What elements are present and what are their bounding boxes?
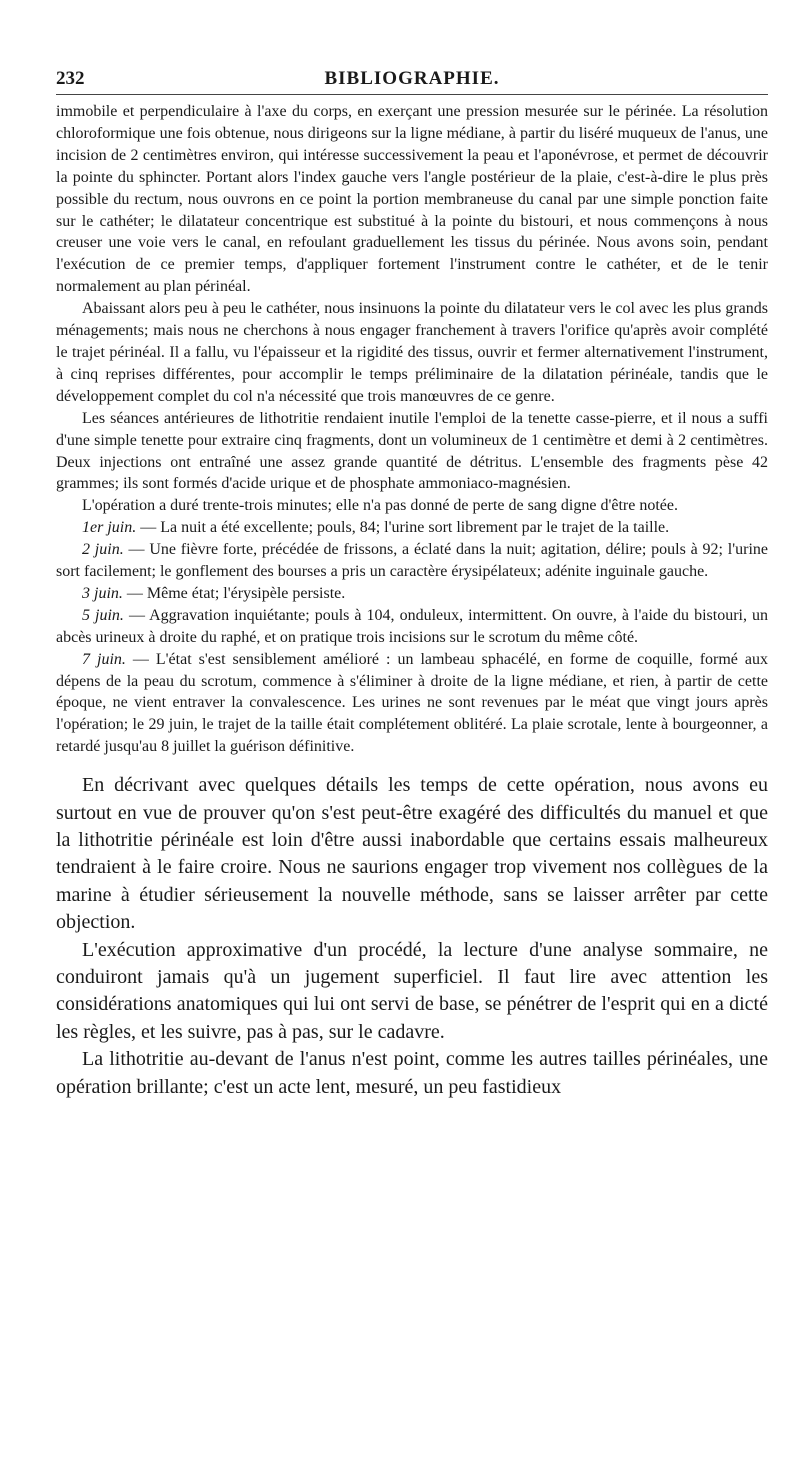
entry-text: — L'état s'est sensiblement amélioré : un lambeau sphacélé, en forme de coquille, formé aux dépens de la peau du scrotum, commence à s'éliminer à droite de la ligne médiane, et rien, à partir de cette époque, ne vient entraver la convalescence. Les urines ne sont revenues par le méat que vingt jours après l'opération; le 29 juin, le trajet de la taille était complétement oblitéré. La plaie scrotale, lente à bourgeonner, a retardé jusqu'au 8 juillet la guérison définitive. xyxy=(56,650,768,756)
page-header xyxy=(56,68,768,95)
running-title: BIBLIOGRAPHIE. xyxy=(324,68,500,89)
body-paragraph: Abaissant alors peu à peu le cathéter, nous insinuons la pointe du dilatateur vers le col avec les plus grands ménagements; mais nous ne cherchons à nous engager franchement à travers l'orifice qu'après avoir complété le trajet périnéal. Il a fallu, vu l'épaisseur et la rigidité des tissus, ouvrir et fermer alternativement l'instrument, à cinq reprises différentes, pour accomplir le temps préliminaire de la dilatation périnéale, tandis que le développement complet du col n'a nécessité que trois manœuvres de ce genre. xyxy=(56,300,768,405)
case-report-section xyxy=(56,101,768,758)
daily-entry xyxy=(56,539,768,583)
entry-date: 7 juin. xyxy=(82,650,126,668)
body-paragraph: L'opération a duré trente-trois minutes; elle n'a pas donné de perte de sang digne d'être notée. xyxy=(82,497,678,515)
entry-text: — Même état; l'érysipèle persiste. xyxy=(122,584,346,602)
body-paragraph: L'exécution approximative d'un procédé, la lecture d'une analyse sommaire, ne conduiront jamais qu'à un jugement superficiel. Il faut lire avec attention les considérations anatomiques qui lui ont servi de base, se pénétrer de l'esprit qui en a dicté les règles, et les suivre, pas à pas, sur le cadavre. xyxy=(56,938,768,1043)
entry-text: — Une fièvre forte, précédée de frissons, a éclaté dans la nuit; agitation, délire; pouls à 92; l'urine sort facilement; le gonflement des bourses a pris un caractère érysipélateux; adénite inguinale gauche. xyxy=(56,541,769,581)
daily-entry xyxy=(56,649,768,759)
entry-date: 3 juin. xyxy=(82,584,123,602)
body-paragraph: La lithotritie au-devant de l'anus n'est point, comme les autres tailles périnéales, une opération brillante; c'est un acte lent, mesuré, un peu fastidieux xyxy=(56,1048,768,1098)
body-paragraph: Les séances antérieures de lithotritie rendaient inutile l'emploi de la tenette casse-pierre, et il nous a suffi d'une simple tenette pour extraire cinq fragments, dont un volumineux de 1 centimètre et demi à 2 centimètres. Deux injections ont entraîné une assez grande quantité de détritus. L'ensemble des fragments pèse 42 grammes; ils sont formés d'acide urique et de phosphate ammoniaco-magnésien. xyxy=(56,409,768,493)
entry-text: — Aggravation inquiétante; pouls à 104, onduleux, intermittent. On ouvre, à l'aide du bistouri, un abcès urineux à droite du raphé, et on pratique trois incisions sur le scrotum du même côté. xyxy=(56,606,769,646)
body-paragraph: En décrivant avec quelques détails les temps de cette opération, nous avons eu surtout en vue de prouver qu'on s'est peut-être exagéré des difficultés du manuel et que la lithotritie périnéale est loin d'être aussi inabordable que certains essais malheureux tendraient à le faire croire. Nous ne saurions engager trop vivement nos collègues de la marine à étudier sérieusement la nouvelle méthode, sans se laisser arrêter par cette objection. xyxy=(56,774,768,934)
daily-entry xyxy=(56,517,768,539)
book-page xyxy=(56,68,768,1101)
daily-entry xyxy=(56,583,768,605)
page-number: 232 xyxy=(56,68,85,89)
entry-date: 2 juin. xyxy=(82,541,124,559)
entry-date: 5 juin. xyxy=(82,606,124,624)
entry-date: 1er juin. xyxy=(82,519,137,537)
body-paragraph: immobile et perpendiculaire à l'axe du corps, en exerçant une pression mesurée sur le périnée. La résolution chloroformique une fois obtenue, nous dirigeons sur la ligne médiane, à partir du liséré muqueux de l'anus, une incision de 2 centimètres environ, qui intéresse successivement la peau et l'aponévrose, et permet de découvrir la pointe du sphincter. Portant alors l'index gauche vers l'angle postérieur de la plaie, c'est-à-dire le plus près possible du rectum, nous ouvrons en ce point la portion membraneuse du canal par une simple ponction faite sur le cathéter; le dilatateur concentrique est substitué à la pointe du bistouri, et nous commençons à nous creuser une voie vers le canal, en refoulant graduellement les tissus du périnée. Nous avons soin, pendant l'exécution de ce premier temps, d'appliquer fortement l'instrument contre le cathéter, et de le tenir normalement au plan périnéal. xyxy=(56,103,768,296)
commentary-section xyxy=(56,772,768,1101)
entry-text: — La nuit a été excellente; pouls, 84; l'urine sort librement par le trajet de la taille. xyxy=(136,519,670,537)
daily-entry xyxy=(56,605,768,649)
